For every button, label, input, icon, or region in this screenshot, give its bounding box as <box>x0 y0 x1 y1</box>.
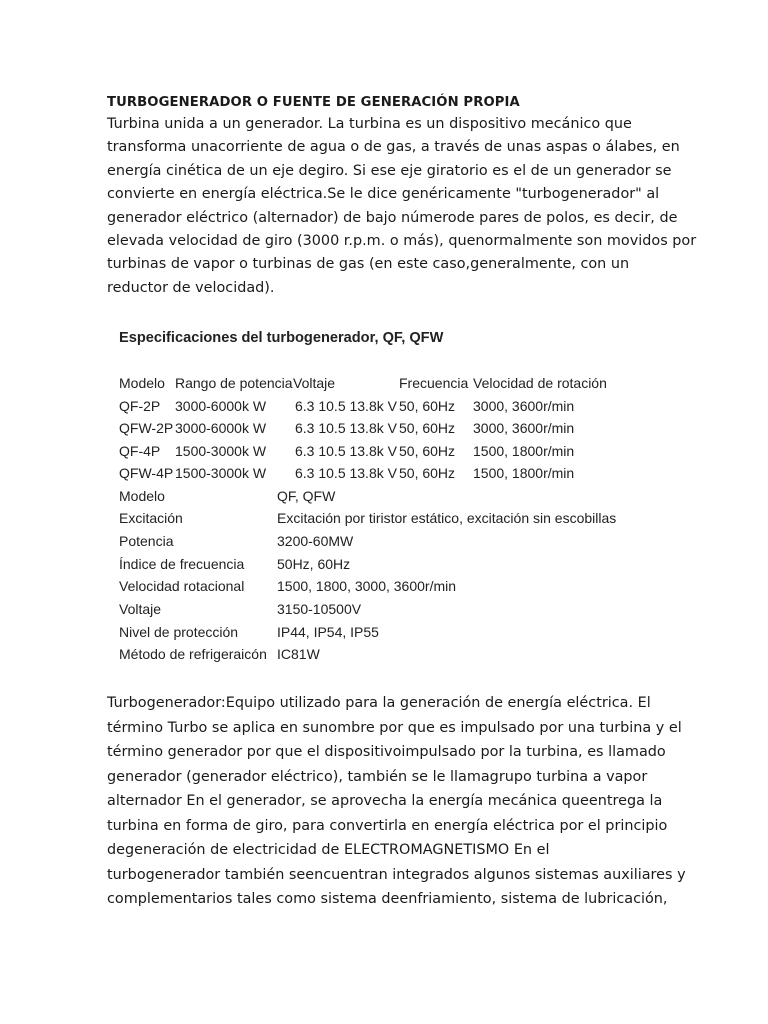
property-row <box>119 598 679 621</box>
property-value: 50Hz, 60Hz <box>277 555 351 572</box>
body-line: alternador En el generador, se aprovecha la energía mecánica queentrega la <box>107 793 663 809</box>
property-key: Índice de frecuencia <box>119 555 245 572</box>
table-row <box>119 417 679 440</box>
intro-paragraph <box>107 113 697 300</box>
body-line: degeneración de electricidad de ELECTROMAGNETISMO En el <box>107 842 550 858</box>
body-line: complementarios tales como sistema deenfriamiento, sistema de lubricación, <box>107 891 668 907</box>
cell-frequency: 50, 60Hz <box>399 465 456 481</box>
intro-line: reductor de velocidad). <box>107 279 275 296</box>
cell-speed: 1500, 1800r/min <box>473 442 575 459</box>
cell-model: QF-4P <box>119 442 161 459</box>
property-key: Nivel de protección <box>119 623 239 640</box>
header-frecuencia: Frecuencia <box>399 375 469 391</box>
body-line: término Turbo se aplica en sunombre por que es impulsado por una turbina y el <box>107 719 682 736</box>
table-header-row <box>119 372 679 395</box>
property-key: Velocidad rotacional <box>119 578 245 595</box>
body-line: Turbogenerador:Equipo utilizado para la generación de energía eléctrica. El <box>107 695 651 711</box>
intro-line: Turbina unida a un generador. La turbina es un dispositivo mecánico que <box>107 116 632 132</box>
property-row <box>119 575 679 598</box>
cell-frequency: 50, 60Hz <box>399 420 456 436</box>
cell-voltage: 6.3 10.5 13.8k V <box>295 420 397 436</box>
cell-voltage: 6.3 10.5 13.8k V <box>295 397 397 414</box>
property-row <box>119 553 679 576</box>
property-value: QF, QFW <box>277 487 336 504</box>
cell-frequency: 50, 60Hz <box>399 397 456 414</box>
property-row <box>119 485 679 508</box>
intro-line: turbinas de vapor o turbinas de gas (en este caso,generalmente, con un <box>107 256 630 273</box>
property-key: Potencia <box>119 532 174 549</box>
spec-title: Especificaciones del turbogenerador, QF, QFW <box>119 330 444 346</box>
cell-speed: 1500, 1800r/min <box>473 465 575 481</box>
cell-model: QFW-2P <box>119 420 174 436</box>
intro-line: elevada velocidad de giro (3000 r.p.m. o más), quenormalmente son movidos por <box>107 233 697 250</box>
property-value: Excitación por tiristor estático, excitación sin escobillas <box>277 510 617 527</box>
cell-power: 1500-3000k W <box>175 442 267 459</box>
property-row <box>119 530 679 553</box>
table-row <box>119 462 679 485</box>
cell-speed: 3000, 3600r/min <box>473 420 575 436</box>
cell-voltage: 6.3 10.5 13.8k V <box>295 442 397 459</box>
property-row <box>119 643 679 666</box>
property-key: Excitación <box>119 510 183 527</box>
header-velocidad: Velocidad de rotación <box>473 375 607 391</box>
cell-model: QF-2P <box>119 397 161 414</box>
header-rango: Rango de potencia <box>175 375 293 391</box>
models-table <box>119 372 679 485</box>
header-modelo: Modelo <box>119 375 165 391</box>
property-row <box>119 507 679 530</box>
table-row <box>119 395 679 418</box>
cell-voltage: 6.3 10.5 13.8k V <box>295 465 397 481</box>
intro-line: energía cinética de un eje degiro. Si ese eje giratorio es el de un generador se <box>107 162 672 179</box>
cell-speed: 3000, 3600r/min <box>473 397 575 414</box>
property-key: Método de refrigeraicón <box>119 646 267 663</box>
property-value: 3150-10500V <box>277 600 362 617</box>
property-row <box>119 621 679 644</box>
cell-frequency: 50, 60Hz <box>399 442 456 459</box>
intro-line: convierte en energía eléctrica.Se le dice genéricamente "turbogenerador" al <box>107 186 660 203</box>
body-line: término generador por que el dispositivoimpulsado por la turbina, es llamado <box>107 744 666 760</box>
cell-power: 1500-3000k W <box>175 465 267 481</box>
property-key: Modelo <box>119 487 165 504</box>
cell-model: QFW-4P <box>119 465 174 481</box>
intro-section <box>107 93 697 300</box>
body-paragraph <box>107 691 686 912</box>
body-line: turbogenerador también seencuentran integrados algunos sistemas auxiliares y <box>107 866 686 883</box>
header-voltaje: Voltaje <box>293 375 336 391</box>
property-value: 1500, 1800, 3000, 3600r/min <box>277 578 457 595</box>
property-value: IP44, IP54, IP55 <box>277 623 379 640</box>
body-line: generador (generador eléctrico), también se le llamagrupo turbina a vapor <box>107 768 648 785</box>
spec-figure <box>119 328 679 666</box>
cell-power: 3000-6000k W <box>175 420 267 436</box>
property-value: 3200-60MW <box>277 532 354 549</box>
intro-line: transforma unacorriente de agua o de gas, a través de unas aspas o álabes, en <box>107 139 680 156</box>
property-value: IC81W <box>277 646 320 663</box>
document-heading: TURBOGENERADOR O FUENTE DE GENERACIÓN PROPIA <box>107 95 520 110</box>
property-key: Voltaje <box>119 600 162 617</box>
properties-list <box>119 485 679 667</box>
intro-line: generador eléctrico (alternador) de bajo númerode pares de polos, es decir, de <box>107 209 678 226</box>
cell-power: 3000-6000k W <box>175 397 267 414</box>
table-row <box>119 440 679 463</box>
body-line: turbina en forma de giro, para convertirla en energía eléctrica por el principio <box>107 817 668 834</box>
